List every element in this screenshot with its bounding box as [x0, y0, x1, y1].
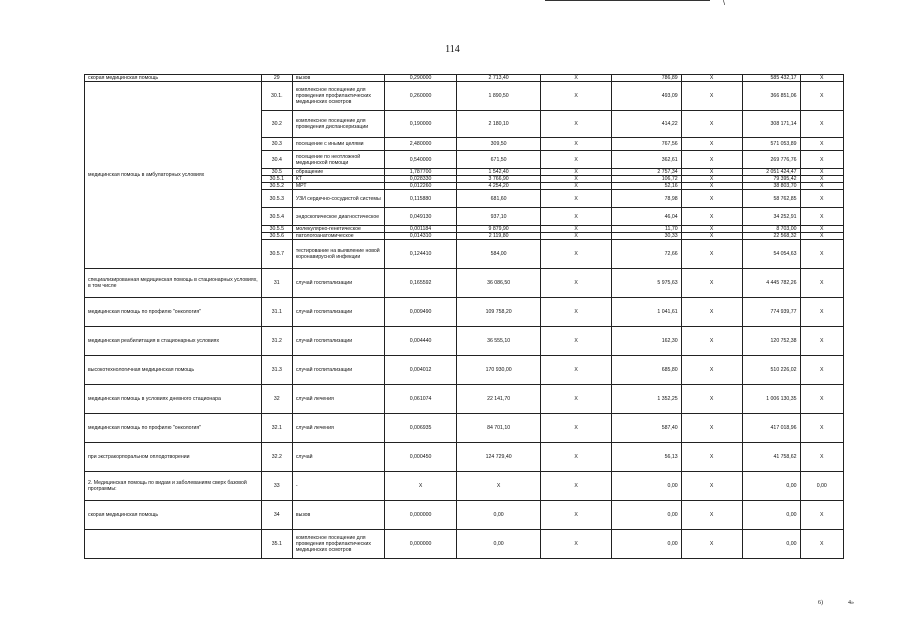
row-col4: 120 752,38	[742, 327, 800, 356]
row-col4: 58 762,85	[742, 190, 800, 208]
row-name: специализированная медицинская помощь в стационарных условиях, в том числе	[85, 269, 262, 298]
row-norm: 0,028330	[384, 176, 456, 183]
row-col2: 587,40	[612, 414, 681, 443]
row-code: 31.1	[261, 298, 292, 327]
row-code: 30.5.3	[261, 190, 292, 208]
row-col4: 774 939,77	[742, 298, 800, 327]
row-code: 30.3	[261, 138, 292, 151]
row-col3: X	[681, 385, 742, 414]
row-cost: 309,50	[457, 138, 541, 151]
row-unit: эндоскопическое диагностическое	[292, 208, 384, 226]
row-col2: 46,04	[612, 208, 681, 226]
row-name: медицинская помощь по профилю "онкология"	[85, 414, 262, 443]
row-norm: 0,049130	[384, 208, 456, 226]
row-col3: X	[681, 269, 742, 298]
row-col1: X	[540, 151, 611, 169]
row-col5: X	[800, 269, 843, 298]
row-unit: вызов	[292, 75, 384, 82]
row-norm: 0,190000	[384, 111, 456, 138]
row-name: 2. Медицинская помощь по видам и заболеваниям сверх базовой программы:	[85, 472, 262, 501]
row-col5: X	[800, 82, 843, 111]
row-cost: 4 254,20	[457, 183, 541, 190]
table-row	[85, 298, 844, 327]
row-unit: КТ	[292, 176, 384, 183]
row-cost: 671,50	[457, 151, 541, 169]
row-col3: X	[681, 501, 742, 530]
row-norm: 1,787700	[384, 169, 456, 176]
row-col5: X	[800, 176, 843, 183]
row-name: медицинская помощь в амбулаторных условиях	[85, 82, 262, 269]
row-col1: X	[540, 530, 611, 559]
row-code: 31.2	[261, 327, 292, 356]
row-col2: 1 041,61	[612, 298, 681, 327]
row-col3: X	[681, 226, 742, 233]
row-norm: 0,001184	[384, 226, 456, 233]
row-col4: 0,00	[742, 501, 800, 530]
row-norm: 0,061074	[384, 385, 456, 414]
row-col3: X	[681, 208, 742, 226]
row-unit: обращение	[292, 169, 384, 176]
row-norm: 0,000450	[384, 443, 456, 472]
top-rule	[545, 0, 710, 1]
row-col4: 79 395,42	[742, 176, 800, 183]
row-norm: 0,009490	[384, 298, 456, 327]
row-norm: 0,006935	[384, 414, 456, 443]
row-col1: X	[540, 169, 611, 176]
row-col1: X	[540, 183, 611, 190]
row-unit: комплексное посещение для проведения профилактических медицинских осмотров	[292, 82, 384, 111]
row-col5: X	[800, 443, 843, 472]
row-col2: 493,09	[612, 82, 681, 111]
row-col1: X	[540, 111, 611, 138]
row-col1: X	[540, 176, 611, 183]
row-unit: УЗИ сердечно-сосудистой системы	[292, 190, 384, 208]
row-col5: X	[800, 233, 843, 240]
row-col4: 1 006 130,35	[742, 385, 800, 414]
row-col2: 0,00	[612, 501, 681, 530]
row-col3: X	[681, 472, 742, 501]
row-cost: 681,60	[457, 190, 541, 208]
row-code: 30.5	[261, 169, 292, 176]
row-norm: 0,540000	[384, 151, 456, 169]
row-unit: МРТ	[292, 183, 384, 190]
row-unit: случай госпитализации	[292, 298, 384, 327]
row-cost: 0,00	[457, 530, 541, 559]
row-col5: X	[800, 414, 843, 443]
row-col1: X	[540, 327, 611, 356]
table-row	[85, 75, 844, 82]
row-col3: X	[681, 233, 742, 240]
row-unit: случай госпитализации	[292, 327, 384, 356]
row-col2: 414,22	[612, 111, 681, 138]
row-col1: X	[540, 501, 611, 530]
corner-mark: \	[723, 0, 725, 7]
row-col5: X	[800, 208, 843, 226]
row-col4: 510 226,02	[742, 356, 800, 385]
row-col1: X	[540, 269, 611, 298]
row-col5: X	[800, 226, 843, 233]
row-col4: 8 703,00	[742, 226, 800, 233]
row-col3: X	[681, 530, 742, 559]
row-col3: X	[681, 327, 742, 356]
row-norm: 0,004012	[384, 356, 456, 385]
row-cost: 109 758,20	[457, 298, 541, 327]
row-norm: 0,000000	[384, 530, 456, 559]
row-col5: X	[800, 151, 843, 169]
row-col3: X	[681, 176, 742, 183]
row-col2: 5 975,63	[612, 269, 681, 298]
row-col2: 78,98	[612, 190, 681, 208]
row-col1: X	[540, 385, 611, 414]
row-name: медицинская реабилитация в стационарных условиях	[85, 327, 262, 356]
row-col2: 52,16	[612, 183, 681, 190]
row-name	[85, 530, 262, 559]
row-col5: X	[800, 298, 843, 327]
row-code: 30.5.2	[261, 183, 292, 190]
row-col1: X	[540, 233, 611, 240]
row-col4: 2 051 424,47	[742, 169, 800, 176]
row-norm: 0,115880	[384, 190, 456, 208]
row-unit: случай госпитализации	[292, 356, 384, 385]
row-name: скорая медицинская помощь	[85, 501, 262, 530]
row-norm: X	[384, 472, 456, 501]
row-col5: X	[800, 501, 843, 530]
row-col1: X	[540, 240, 611, 269]
row-norm: 0,000000	[384, 501, 456, 530]
table-row	[85, 327, 844, 356]
table-row	[85, 269, 844, 298]
row-code: 30.5.5	[261, 226, 292, 233]
row-col4: 269 776,76	[742, 151, 800, 169]
row-cost: 1 890,50	[457, 82, 541, 111]
row-col1: X	[540, 414, 611, 443]
row-name: скорая медицинская помощь	[85, 75, 262, 82]
row-col4: 0,00	[742, 472, 800, 501]
row-cost: 1 542,40	[457, 169, 541, 176]
row-col4: 366 851,06	[742, 82, 800, 111]
row-col3: X	[681, 111, 742, 138]
row-col3: X	[681, 240, 742, 269]
row-col1: X	[540, 443, 611, 472]
table-row	[85, 443, 844, 472]
row-col3: X	[681, 138, 742, 151]
row-col3: X	[681, 443, 742, 472]
row-col1: X	[540, 138, 611, 151]
row-col5: X	[800, 530, 843, 559]
row-unit: случай лечения	[292, 414, 384, 443]
row-col2: 30,33	[612, 233, 681, 240]
row-unit: случай лечения	[292, 385, 384, 414]
row-col5: X	[800, 240, 843, 269]
row-col5: X	[800, 385, 843, 414]
row-code: 31.3	[261, 356, 292, 385]
row-col3: X	[681, 82, 742, 111]
row-unit: тестирование на выявление новой коронавирусной инфекции	[292, 240, 384, 269]
row-unit: посещение с иными целями	[292, 138, 384, 151]
table-row	[85, 385, 844, 414]
row-cost: X	[457, 472, 541, 501]
row-cost: 36 086,50	[457, 269, 541, 298]
row-cost: 9 879,90	[457, 226, 541, 233]
row-norm: 0,165592	[384, 269, 456, 298]
row-cost: 3 766,90	[457, 176, 541, 183]
row-col4: 4 445 782,26	[742, 269, 800, 298]
row-name: высокотехнологичная медицинская помощь	[85, 356, 262, 385]
row-col2: 72,66	[612, 240, 681, 269]
row-code: 33	[261, 472, 292, 501]
row-col3: X	[681, 169, 742, 176]
row-cost: 36 555,10	[457, 327, 541, 356]
row-col1: X	[540, 190, 611, 208]
row-name: при экстракорпоральном оплодотворении	[85, 443, 262, 472]
row-col1: X	[540, 208, 611, 226]
row-col3: X	[681, 183, 742, 190]
row-col4: 54 054,63	[742, 240, 800, 269]
table-row	[85, 414, 844, 443]
row-cost: 0,00	[457, 501, 541, 530]
row-code: 32	[261, 385, 292, 414]
row-col4: 38 803,70	[742, 183, 800, 190]
row-col1: X	[540, 298, 611, 327]
row-col4: 571 053,89	[742, 138, 800, 151]
row-col3: X	[681, 75, 742, 82]
row-code: 30.2	[261, 111, 292, 138]
table-row	[85, 82, 844, 111]
row-col3: X	[681, 414, 742, 443]
row-col2: 106,72	[612, 176, 681, 183]
row-col1: X	[540, 472, 611, 501]
row-unit: патологоанатомическое	[292, 233, 384, 240]
row-col4: 308 171,14	[742, 111, 800, 138]
row-unit: молекулярно-генетическое	[292, 226, 384, 233]
footer-mark-right: 4»	[848, 600, 854, 606]
row-code: 30.5.7	[261, 240, 292, 269]
row-unit: случай	[292, 443, 384, 472]
table-row	[85, 501, 844, 530]
row-col3: X	[681, 190, 742, 208]
row-col2: 786,89	[612, 75, 681, 82]
row-norm: 2,480000	[384, 138, 456, 151]
row-unit: вызов	[292, 501, 384, 530]
row-norm: 0,014310	[384, 233, 456, 240]
row-unit: случай госпитализации	[292, 269, 384, 298]
row-code: 31	[261, 269, 292, 298]
row-unit: комплексное посещение для проведения профилактических медицинских осмотров	[292, 530, 384, 559]
row-norm: 0,290000	[384, 75, 456, 82]
row-code: 34	[261, 501, 292, 530]
table-row	[85, 530, 844, 559]
row-norm: 0,260000	[384, 82, 456, 111]
row-col1: X	[540, 75, 611, 82]
row-norm: 0,004440	[384, 327, 456, 356]
row-col1: X	[540, 82, 611, 111]
row-norm: 0,124410	[384, 240, 456, 269]
row-code: 29	[261, 75, 292, 82]
row-col5: X	[800, 111, 843, 138]
row-unit: посещение по неотложной медицинской помощи	[292, 151, 384, 169]
row-col2: 685,80	[612, 356, 681, 385]
row-code: 32.1	[261, 414, 292, 443]
row-code: 30.5.6	[261, 233, 292, 240]
row-code: 32.2	[261, 443, 292, 472]
row-col2: 767,56	[612, 138, 681, 151]
row-code: 35.1	[261, 530, 292, 559]
row-col2: 2 757,34	[612, 169, 681, 176]
row-col2: 0,00	[612, 530, 681, 559]
row-col4: 34 252,91	[742, 208, 800, 226]
row-code: 30.1.	[261, 82, 292, 111]
row-col2: 0,00	[612, 472, 681, 501]
row-col5: X	[800, 169, 843, 176]
row-cost: 124 729,40	[457, 443, 541, 472]
row-col4: 417 018,96	[742, 414, 800, 443]
row-col1: X	[540, 356, 611, 385]
row-col4: 22 568,32	[742, 233, 800, 240]
row-col1: X	[540, 226, 611, 233]
row-cost: 2 713,40	[457, 75, 541, 82]
row-col2: 162,30	[612, 327, 681, 356]
row-cost: 2 119,80	[457, 233, 541, 240]
row-code: 30.4	[261, 151, 292, 169]
page-number: 114	[445, 44, 460, 55]
row-col3: X	[681, 151, 742, 169]
row-col2: 11,70	[612, 226, 681, 233]
table-row	[85, 472, 844, 501]
row-col5: X	[800, 75, 843, 82]
row-col5: X	[800, 190, 843, 208]
row-col4: 585 432,17	[742, 75, 800, 82]
tariff-table	[84, 74, 844, 559]
row-col4: 0,00	[742, 530, 800, 559]
footer-mark-left: 6)	[818, 600, 823, 606]
row-cost: 170 930,00	[457, 356, 541, 385]
row-code: 30.5.1	[261, 176, 292, 183]
row-cost: 22 141,70	[457, 385, 541, 414]
table-row	[85, 356, 844, 385]
row-norm: 0,012260	[384, 183, 456, 190]
row-col3: X	[681, 298, 742, 327]
row-name: медицинская помощь в условиях дневного стационара	[85, 385, 262, 414]
row-col2: 56,13	[612, 443, 681, 472]
row-cost: 584,00	[457, 240, 541, 269]
row-col2: 362,61	[612, 151, 681, 169]
row-col3: X	[681, 356, 742, 385]
row-col2: 1 352,25	[612, 385, 681, 414]
row-unit: -	[292, 472, 384, 501]
row-col5: 0,00	[800, 472, 843, 501]
row-col5: X	[800, 138, 843, 151]
row-cost: 2 180,10	[457, 111, 541, 138]
row-code: 30.5.4	[261, 208, 292, 226]
row-cost: 84 701,10	[457, 414, 541, 443]
row-cost: 937,10	[457, 208, 541, 226]
row-col5: X	[800, 356, 843, 385]
row-name: медицинская помощь по профилю "онкология"	[85, 298, 262, 327]
row-col5: X	[800, 327, 843, 356]
row-col4: 41 758,62	[742, 443, 800, 472]
row-col5: X	[800, 183, 843, 190]
row-unit: комплексное посещение для проведения диспансеризации	[292, 111, 384, 138]
